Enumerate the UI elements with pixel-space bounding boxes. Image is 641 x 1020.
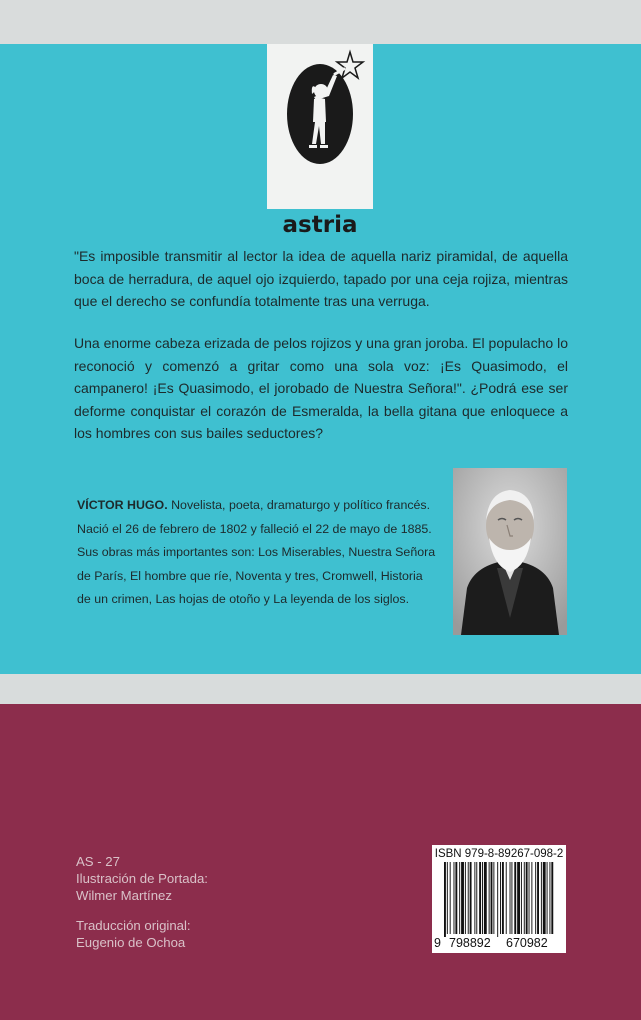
credits-illustration bbox=[76, 853, 208, 904]
top-band bbox=[0, 0, 641, 44]
barcode-bar bbox=[524, 862, 525, 934]
barcode-bar bbox=[468, 862, 469, 934]
barcode-bar bbox=[510, 862, 511, 934]
barcode-bar bbox=[511, 862, 512, 934]
barcode-bar bbox=[541, 862, 542, 934]
barcode-bar bbox=[543, 862, 546, 934]
barcode-bar bbox=[517, 862, 520, 934]
ean-first-digit: 9 bbox=[434, 936, 441, 950]
barcode-bar bbox=[461, 862, 464, 934]
barcode-bar bbox=[447, 862, 448, 934]
barcode-bar bbox=[491, 862, 493, 934]
barcode-bar bbox=[493, 862, 494, 934]
series-code: AS - 27 bbox=[76, 854, 120, 869]
barcode-bar bbox=[500, 862, 501, 934]
barcode-bar bbox=[529, 862, 530, 934]
barcode-bar bbox=[497, 862, 498, 937]
ean-group-left: 798892 bbox=[449, 936, 491, 950]
illustration-label: Ilustración de Portada: bbox=[76, 871, 208, 886]
publisher-name: astria bbox=[282, 212, 358, 238]
author-bio-text: Novelista, poeta, dramaturgo y político francés. Nació el 26 de febrero de 1802 y falleció el 22 de mayo de 1885. Sus obras más importantes son: Los Miserables, Nuestra Señora de París, El hombre que ríe, Noventa y tres, Cromwell, Historia de un crimen, Las hojas de otoño y La leyenda de los siglos. bbox=[77, 498, 436, 606]
barcode-bar bbox=[479, 862, 481, 934]
ean-group-right: 670982 bbox=[506, 936, 548, 950]
illustrator-name: Wilmer Martínez bbox=[76, 888, 172, 903]
barcode-bar bbox=[484, 862, 487, 934]
barcode-bar bbox=[465, 862, 466, 934]
barcode-bar bbox=[450, 862, 451, 934]
author-portrait bbox=[453, 468, 567, 635]
barcode-bar bbox=[547, 862, 548, 934]
translator-name: Eugenio de Ochoa bbox=[76, 935, 186, 950]
barcode-bar bbox=[549, 862, 550, 934]
middle-band bbox=[0, 674, 641, 704]
barcode-bar bbox=[514, 862, 516, 934]
blurb-paragraph: "Es imposible transmitir al lector la idea de aquella nariz piramidal, de aquella boca de herradura, de aquel ojo izquierdo, tapado por una ceja rojiza, mientras que el derecho se confundía totalmente tras una verruga. bbox=[74, 248, 568, 310]
credits-translation bbox=[76, 917, 191, 951]
blurb-paragraph: Una enorme cabeza erizada de pelos rojizos y una gran joroba. El populacho lo reconoció y comenzó a gritar como una sola voz: ¡Es Quasimodo, el campanero! ¡Es Quasimodo, el jorobado de Nuestra Señora!". ¿Podrá ese ser deforme conquistar el corazón de Esmeralda, la bella gitana que enloquece a los hombres con sus bailes seductores? bbox=[74, 335, 568, 442]
author-bio bbox=[77, 494, 439, 612]
barcode-bar bbox=[521, 862, 522, 934]
translation-label: Traducción original: bbox=[76, 918, 191, 933]
barcode-bar bbox=[470, 862, 472, 934]
isbn-barcode bbox=[432, 845, 566, 953]
barcode-bar bbox=[537, 862, 539, 934]
barcode-bar bbox=[444, 862, 446, 937]
barcode-bar bbox=[455, 862, 457, 934]
barcode-bar bbox=[482, 862, 483, 934]
girl-reaching-star-icon bbox=[267, 44, 373, 209]
barcode-bar bbox=[535, 862, 536, 934]
barcode-bar bbox=[474, 862, 475, 934]
barcode-bar bbox=[454, 862, 455, 934]
barcode-bar bbox=[489, 862, 490, 934]
barcode-bar bbox=[476, 862, 477, 934]
barcode-bar bbox=[526, 862, 528, 934]
barcode-bar bbox=[531, 862, 532, 934]
isbn-label: ISBN 979-8-89267-098-2 bbox=[434, 848, 564, 860]
barcode-bar bbox=[502, 862, 504, 934]
author-name: VÍCTOR HUGO. bbox=[77, 498, 168, 512]
barcode-bar bbox=[459, 862, 460, 934]
barcode-bar bbox=[506, 862, 507, 934]
barcode-bar bbox=[551, 862, 553, 934]
publisher-logo bbox=[267, 44, 373, 238]
